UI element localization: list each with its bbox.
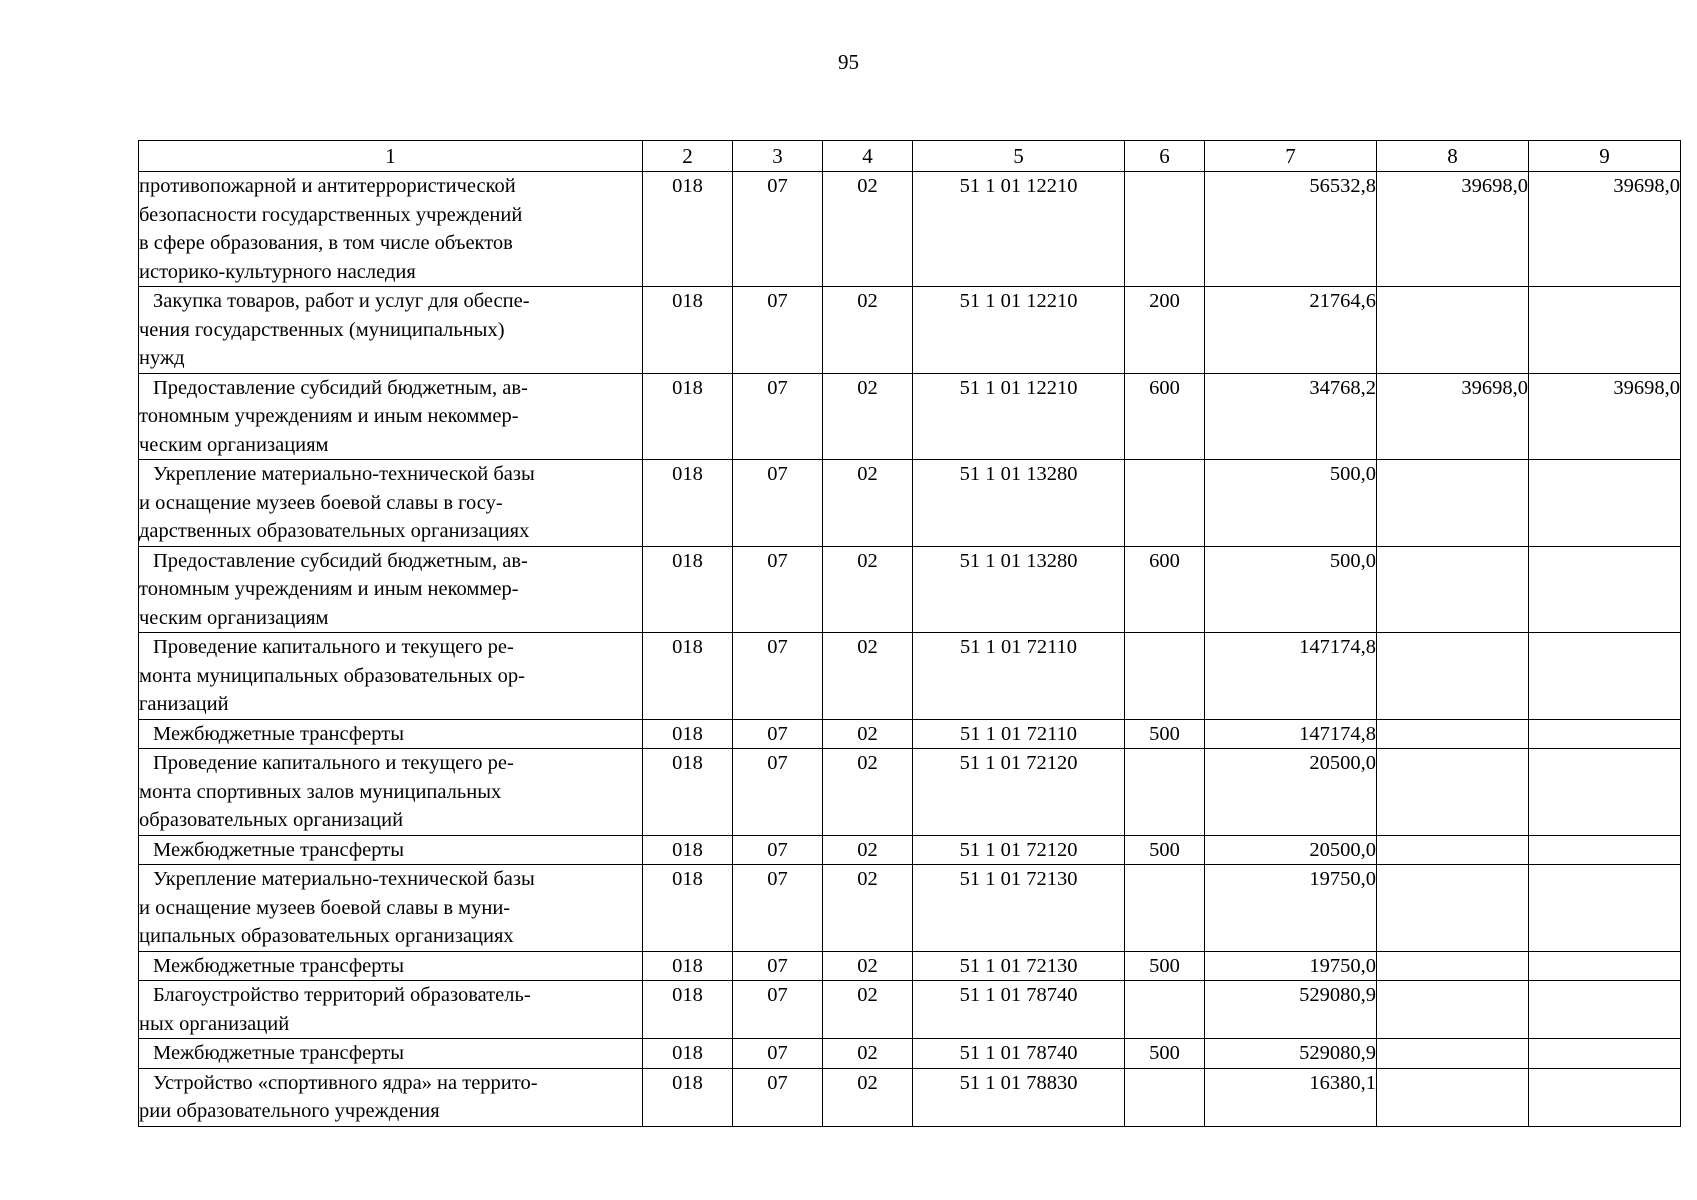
- cell-target-article: 51 1 01 72110: [913, 633, 1125, 720]
- description-line: Укрепление материально-технической базы: [153, 868, 535, 890]
- description-line: Проведение капитального и текущего ре-: [153, 636, 514, 658]
- description-line: монта спортивных залов муниципальных: [139, 780, 502, 803]
- cell-section: 07: [733, 633, 823, 720]
- row-description: [139, 172, 643, 287]
- cell-amount-year1: 20500,0: [1205, 835, 1377, 865]
- row-description: [139, 460, 643, 547]
- row-description: [139, 981, 643, 1039]
- table-row: [139, 1068, 1681, 1126]
- cell-chief-administrator: 018: [643, 981, 733, 1039]
- description-line: Проведение капитального и текущего ре-: [153, 752, 514, 774]
- cell-amount-year1: 20500,0: [1205, 749, 1377, 836]
- row-description: [139, 719, 643, 749]
- description-line: ческим организациям: [139, 606, 329, 629]
- cell-subsection: 02: [823, 981, 913, 1039]
- cell-section: 07: [733, 719, 823, 749]
- cell-expense-type: 600: [1125, 546, 1205, 633]
- row-description: [139, 1068, 643, 1126]
- column-header-3: 3: [733, 141, 823, 172]
- cell-amount-year2: [1377, 719, 1529, 749]
- cell-chief-administrator: 018: [643, 749, 733, 836]
- cell-subsection: 02: [823, 865, 913, 952]
- cell-expense-type: [1125, 1068, 1205, 1126]
- description-line: Закупка товаров, работ и услуг для обеспе-: [153, 290, 530, 312]
- budget-table: [138, 140, 1681, 1127]
- cell-amount-year3: 39698,0: [1529, 172, 1681, 287]
- table-row: [139, 172, 1681, 287]
- description-line: безопасности государственных учреждений: [139, 203, 523, 226]
- cell-amount-year2: [1377, 951, 1529, 981]
- table-row: [139, 633, 1681, 720]
- cell-subsection: 02: [823, 749, 913, 836]
- cell-chief-administrator: 018: [643, 172, 733, 287]
- row-description: [139, 287, 643, 374]
- cell-expense-type: [1125, 172, 1205, 287]
- row-description: [139, 951, 643, 981]
- description-line: тономным учреждениям и иным некоммер-: [139, 405, 519, 427]
- cell-chief-administrator: 018: [643, 835, 733, 865]
- cell-target-article: 51 1 01 12210: [913, 287, 1125, 374]
- cell-section: 07: [733, 172, 823, 287]
- column-header-9: 9: [1529, 141, 1681, 172]
- cell-expense-type: 200: [1125, 287, 1205, 374]
- description-line: Устройство «спортивного ядра» на террито-: [153, 1071, 538, 1094]
- description-line: Укрепление материально-технической базы: [153, 463, 535, 485]
- cell-amount-year3: [1529, 1039, 1681, 1069]
- table-row: [139, 951, 1681, 981]
- description-line: Благоустройство территорий образователь-: [153, 984, 531, 1006]
- cell-amount-year3: 39698,0: [1529, 373, 1681, 460]
- cell-amount-year1: 16380,1: [1205, 1068, 1377, 1126]
- cell-subsection: 02: [823, 835, 913, 865]
- description-line: и оснащение музеев боевой славы в госу-: [139, 491, 503, 514]
- cell-expense-type: 500: [1125, 719, 1205, 749]
- description-line: историко-культурного наследия: [139, 260, 416, 283]
- row-description: [139, 865, 643, 952]
- cell-amount-year1: 529080,9: [1205, 981, 1377, 1039]
- cell-section: 07: [733, 460, 823, 547]
- description-line: ганизаций: [139, 693, 229, 715]
- page-number: 95: [838, 50, 859, 74]
- table-row: [139, 865, 1681, 952]
- table-row: [139, 719, 1681, 749]
- cell-amount-year1: 529080,9: [1205, 1039, 1377, 1069]
- budget-table-container: [138, 140, 1680, 1127]
- cell-amount-year2: 39698,0: [1377, 172, 1529, 287]
- cell-amount-year2: [1377, 865, 1529, 952]
- cell-amount-year3: [1529, 749, 1681, 836]
- cell-subsection: 02: [823, 373, 913, 460]
- cell-section: 07: [733, 1039, 823, 1069]
- cell-subsection: 02: [823, 546, 913, 633]
- cell-amount-year2: [1377, 287, 1529, 374]
- cell-expense-type: 500: [1125, 835, 1205, 865]
- row-description: [139, 1039, 643, 1069]
- column-header-1: 1: [139, 141, 643, 172]
- cell-section: 07: [733, 981, 823, 1039]
- description-line: Межбюджетные трансферты: [153, 838, 404, 861]
- description-line: тономным учреждениям и иным некоммер-: [139, 578, 519, 600]
- column-header-5: 5: [913, 141, 1125, 172]
- description-line: монта муниципальных образовательных ор-: [139, 664, 525, 687]
- cell-amount-year2: [1377, 1068, 1529, 1126]
- cell-chief-administrator: 018: [643, 373, 733, 460]
- cell-target-article: 51 1 01 78740: [913, 1039, 1125, 1069]
- cell-chief-administrator: 018: [643, 719, 733, 749]
- description-line: рии образовательного учреждения: [139, 1100, 440, 1122]
- cell-target-article: 51 1 01 13280: [913, 460, 1125, 547]
- cell-amount-year1: 147174,8: [1205, 719, 1377, 749]
- cell-section: 07: [733, 546, 823, 633]
- column-header-2: 2: [643, 141, 733, 172]
- cell-amount-year3: [1529, 951, 1681, 981]
- cell-subsection: 02: [823, 633, 913, 720]
- cell-amount-year1: 500,0: [1205, 460, 1377, 547]
- cell-subsection: 02: [823, 951, 913, 981]
- cell-section: 07: [733, 287, 823, 374]
- cell-amount-year3: [1529, 633, 1681, 720]
- column-header-6: 6: [1125, 141, 1205, 172]
- cell-chief-administrator: 018: [643, 546, 733, 633]
- column-header-4: 4: [823, 141, 913, 172]
- cell-amount-year2: [1377, 749, 1529, 836]
- description-line: чения государственных (муниципальных): [139, 318, 505, 341]
- cell-section: 07: [733, 951, 823, 981]
- row-description: [139, 633, 643, 720]
- description-line: образовательных организаций: [139, 809, 404, 831]
- description-line: противопожарной и антитеррористической: [139, 175, 516, 197]
- description-line: ных организаций: [139, 1012, 290, 1035]
- cell-subsection: 02: [823, 1039, 913, 1069]
- row-description: [139, 835, 643, 865]
- cell-section: 07: [733, 835, 823, 865]
- cell-amount-year3: [1529, 865, 1681, 952]
- cell-chief-administrator: 018: [643, 865, 733, 952]
- cell-amount-year1: 19750,0: [1205, 951, 1377, 981]
- table-header-row: [139, 141, 1681, 172]
- cell-amount-year2: [1377, 460, 1529, 547]
- table-header: [139, 141, 1681, 172]
- cell-chief-administrator: 018: [643, 1068, 733, 1126]
- cell-target-article: 51 1 01 72130: [913, 865, 1125, 952]
- cell-amount-year2: 39698,0: [1377, 373, 1529, 460]
- cell-chief-administrator: 018: [643, 951, 733, 981]
- cell-amount-year3: [1529, 546, 1681, 633]
- description-line: в сфере образования, в том числе объектов: [139, 232, 513, 254]
- cell-amount-year3: [1529, 981, 1681, 1039]
- table-row: [139, 835, 1681, 865]
- cell-subsection: 02: [823, 719, 913, 749]
- cell-subsection: 02: [823, 287, 913, 374]
- description-line: Межбюджетные трансферты: [153, 722, 404, 745]
- description-line: Предоставление субсидий бюджетным, ав-: [153, 549, 528, 572]
- description-line: Межбюджетные трансферты: [153, 1042, 404, 1064]
- table-row: [139, 460, 1681, 547]
- cell-amount-year3: [1529, 719, 1681, 749]
- description-line: Межбюджетные трансферты: [153, 954, 404, 977]
- description-line: и оснащение музеев боевой славы в муни-: [139, 896, 511, 919]
- cell-amount-year2: [1377, 835, 1529, 865]
- cell-chief-administrator: 018: [643, 287, 733, 374]
- cell-amount-year1: 21764,6: [1205, 287, 1377, 374]
- cell-subsection: 02: [823, 460, 913, 547]
- cell-target-article: 51 1 01 72130: [913, 951, 1125, 981]
- cell-amount-year3: [1529, 287, 1681, 374]
- cell-section: 07: [733, 865, 823, 952]
- cell-amount-year3: [1529, 460, 1681, 547]
- description-line: нужд: [139, 347, 185, 369]
- cell-amount-year1: 56532,8: [1205, 172, 1377, 287]
- cell-chief-administrator: 018: [643, 460, 733, 547]
- cell-amount-year1: 34768,2: [1205, 373, 1377, 460]
- cell-target-article: 51 1 01 72120: [913, 835, 1125, 865]
- cell-amount-year3: [1529, 835, 1681, 865]
- column-header-7: 7: [1205, 141, 1377, 172]
- cell-section: 07: [733, 749, 823, 836]
- cell-target-article: 51 1 01 72120: [913, 749, 1125, 836]
- cell-expense-type: [1125, 981, 1205, 1039]
- table-row: [139, 1039, 1681, 1069]
- cell-amount-year1: 147174,8: [1205, 633, 1377, 720]
- table-row: [139, 546, 1681, 633]
- cell-target-article: 51 1 01 78830: [913, 1068, 1125, 1126]
- table-body: [139, 172, 1681, 1127]
- cell-target-article: 51 1 01 12210: [913, 172, 1125, 287]
- description-line: дарственных образовательных организациях: [139, 520, 530, 542]
- description-line: ципальных образовательных организациях: [139, 925, 514, 947]
- cell-amount-year1: 500,0: [1205, 546, 1377, 633]
- cell-amount-year2: [1377, 633, 1529, 720]
- cell-expense-type: 600: [1125, 373, 1205, 460]
- column-header-8: 8: [1377, 141, 1529, 172]
- cell-expense-type: [1125, 460, 1205, 547]
- description-line: ческим организациям: [139, 433, 329, 456]
- table-row: [139, 287, 1681, 374]
- cell-section: 07: [733, 373, 823, 460]
- description-line: Предоставление субсидий бюджетным, ав-: [153, 376, 528, 399]
- cell-chief-administrator: 018: [643, 633, 733, 720]
- cell-expense-type: 500: [1125, 1039, 1205, 1069]
- cell-amount-year2: [1377, 981, 1529, 1039]
- cell-amount-year3: [1529, 1068, 1681, 1126]
- table-row: [139, 981, 1681, 1039]
- cell-section: 07: [733, 1068, 823, 1126]
- cell-subsection: 02: [823, 172, 913, 287]
- table-row: [139, 373, 1681, 460]
- row-description: [139, 373, 643, 460]
- cell-target-article: 51 1 01 13280: [913, 546, 1125, 633]
- cell-subsection: 02: [823, 1068, 913, 1126]
- cell-target-article: 51 1 01 72110: [913, 719, 1125, 749]
- cell-amount-year2: [1377, 1039, 1529, 1069]
- cell-amount-year2: [1377, 546, 1529, 633]
- cell-amount-year1: 19750,0: [1205, 865, 1377, 952]
- cell-expense-type: [1125, 865, 1205, 952]
- row-description: [139, 749, 643, 836]
- cell-expense-type: [1125, 633, 1205, 720]
- table-row: [139, 749, 1681, 836]
- cell-expense-type: 500: [1125, 951, 1205, 981]
- cell-target-article: 51 1 01 12210: [913, 373, 1125, 460]
- cell-target-article: 51 1 01 78740: [913, 981, 1125, 1039]
- cell-chief-administrator: 018: [643, 1039, 733, 1069]
- cell-expense-type: [1125, 749, 1205, 836]
- row-description: [139, 546, 643, 633]
